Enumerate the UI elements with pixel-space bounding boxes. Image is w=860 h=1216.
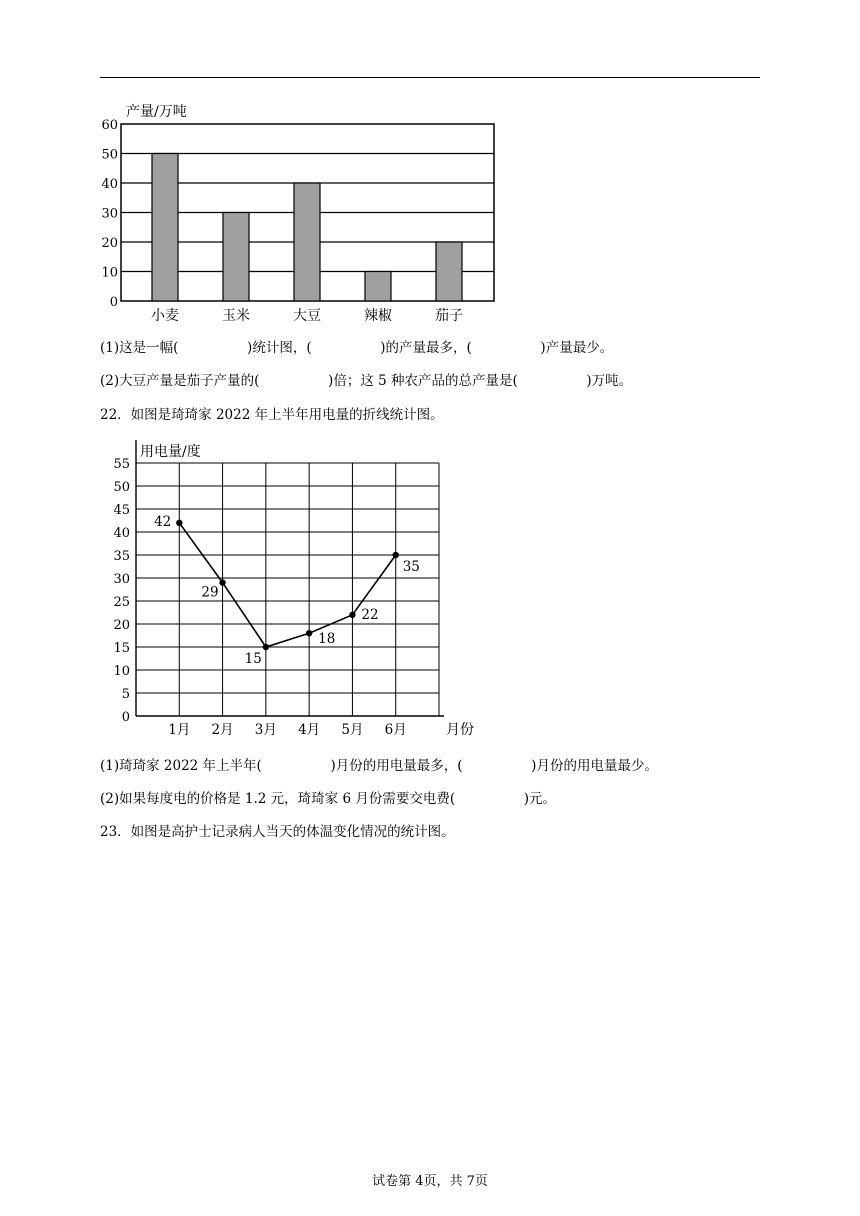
line-chart-point <box>263 644 269 650</box>
line-chart-data-label: 29 <box>201 584 219 601</box>
bar-chart-ytick-label: 30 <box>101 206 118 222</box>
line-chart-xlabel: 月份 <box>446 722 474 738</box>
bar-chart-ytick-label: 40 <box>101 177 118 192</box>
bar-chart-xtick-label: 玉米 <box>222 308 250 324</box>
line-chart-ytick-label: 30 <box>113 572 130 587</box>
line-chart-ytick-label: 15 <box>113 641 130 656</box>
line-chart-data-label: 22 <box>361 606 379 623</box>
line-chart-point <box>219 579 225 585</box>
bar-chart-ytick-label: 0 <box>109 295 118 310</box>
bar-chart-ytick-label: 60 <box>101 118 118 133</box>
q22-title: 22．如图是琦琦家 2022 年上半年用电量的折线统计图。 <box>100 407 444 423</box>
bar-chart-xtick-label: 辣椒 <box>364 308 392 324</box>
line-chart-ytick-label: 20 <box>113 618 130 633</box>
line-chart-xtick-label: 5月 <box>341 722 364 738</box>
line-chart-ytick-label: 35 <box>113 549 130 564</box>
line-chart-xtick-label: 3月 <box>254 722 277 738</box>
line-chart-xtick-label: 2月 <box>211 722 234 738</box>
line-chart-xtick-label: 1月 <box>168 722 191 738</box>
bar-chart-ytick-label: 20 <box>101 236 118 251</box>
line-chart-data-label: 35 <box>402 559 420 575</box>
line-chart-series <box>154 514 420 667</box>
bar-chart-ytick-label: 50 <box>101 147 118 163</box>
q22-part2: (2)如果每度电的价格是 1.2 元，琦琦家 6 月份需要交电费( )元。 <box>100 791 557 807</box>
line-chart-grid <box>136 440 444 716</box>
q21-part1: (1)这是一幅( )统计图，( )的产量最多，( )产量最少。 <box>100 340 614 356</box>
line-chart-xtick-label: 6月 <box>384 722 407 738</box>
bar-chart-xtick-label: 小麦 <box>151 308 179 324</box>
line-chart-xtick-label: 4月 <box>298 722 321 738</box>
line-chart-data-label: 18 <box>318 631 336 648</box>
line-chart-yticks <box>113 457 130 725</box>
line-chart-point <box>393 552 399 558</box>
bar-chart-ylabel: 产量/万吨 <box>126 104 187 120</box>
q22-part1: (1)琦琦家 2022 年上半年( )月份的用电量最多，( )月份的用电量最少。 <box>100 758 658 774</box>
line-chart-data-label: 15 <box>244 651 262 667</box>
q21-part2: (2)大豆产量是茄子产量的( )倍；这 5 种农产品的总产量是( )万吨。 <box>100 373 633 389</box>
line-chart-point <box>176 520 182 526</box>
line-chart-ytick-label: 55 <box>113 457 130 472</box>
bar-chart-xtick-label: 大豆 <box>293 308 321 324</box>
line-chart-ytick-label: 45 <box>113 503 130 518</box>
line-chart-ylabel: 用电量/度 <box>140 444 201 460</box>
page-footer: 试卷第 4页，共 7页 <box>372 1174 488 1189</box>
line-chart-xticks <box>168 722 407 738</box>
line-chart-point <box>349 612 355 618</box>
line-chart-data-label: 42 <box>154 513 172 530</box>
line-chart-ytick-label: 0 <box>121 710 130 725</box>
bar-chart-xtick-label: 茄子 <box>435 308 463 324</box>
line-chart-point <box>306 630 312 636</box>
bar-chart-ytick-label: 10 <box>101 265 118 281</box>
line-chart-ytick-label: 25 <box>113 595 130 610</box>
line-chart-ytick-label: 40 <box>113 526 130 541</box>
line-chart-ytick-label: 5 <box>121 687 130 702</box>
q23-title: 23．如图是高护士记录病人当天的体温变化情况的统计图。 <box>100 824 455 840</box>
line-chart-ytick-label: 50 <box>113 480 130 495</box>
line-chart-ytick-label: 10 <box>113 664 130 679</box>
